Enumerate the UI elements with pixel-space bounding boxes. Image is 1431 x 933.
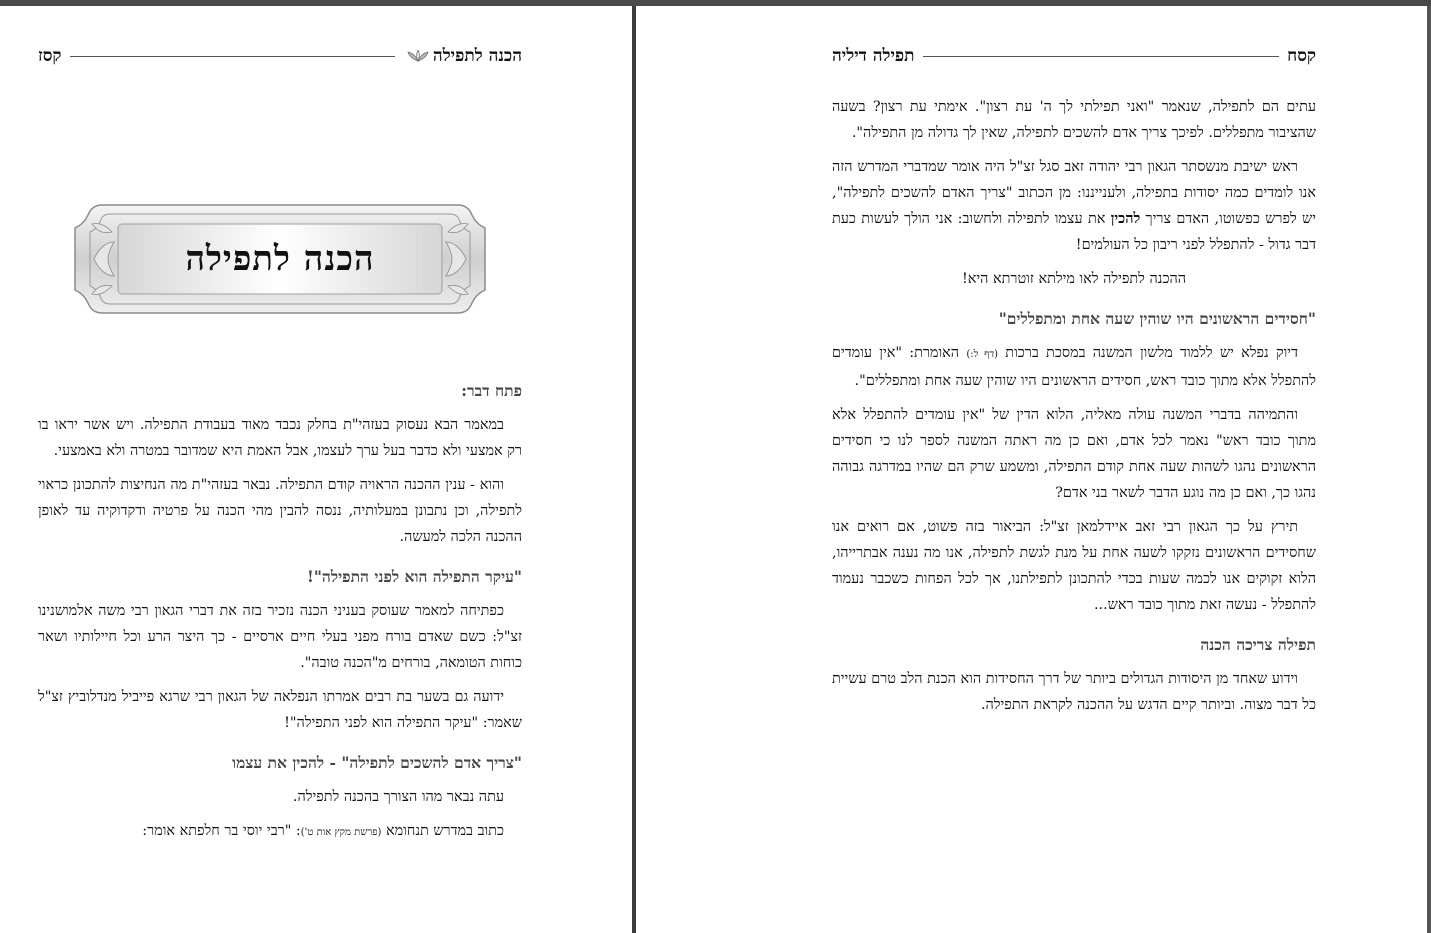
paragraph: עתים הם לתפילה, שנאמר "ואני תפילתי לך ה' עת רצון". אימתי עת רצון? בשעה שהציבור מתפללים. לפיכך צריך אדם להשכים לתפילה, שאין לך גדולה מן התפילה". [832, 99, 1316, 141]
section-heading-essence: "עיקר התפילה הוא לפני התפילה"! [307, 567, 522, 586]
right-body-text [832, 94, 1316, 726]
paragraph: במאמר הבא נעסוק בעזהי"ת בחלק נכבד מאוד בעבודת התפילה. ויש אשר יראו בו רק אמצעי ולא כדבר בעל ערך לעצמו, אבל האמת היא שמדובר במטרה ולא באמצעי. [38, 417, 522, 459]
lotus-ornament-icon [407, 50, 429, 62]
paragraph: תירץ על כך הגאון רבי זאב איידלמאן זצ"ל: הביאור בזה פשוט, אם רואים אנו שחסידים הראשונים נזקקו לשעה אחת על מנת לגשת לתפילה, אנו מה נענה אבתרייהו, הלוא זקוקים אנו לכמה שעות בכדי להתכונן לתפילתנו, אך לכל הפחות כשכבר נעמוד להתפלל - נעשה זאת מתוך כובד ראש... [832, 519, 1316, 613]
paragraph-text: : "רבי יוסי בר חלפתא אומר: [142, 823, 301, 839]
paragraph: והוא - ענין ההכנה הראויה קודם התפילה. נבאר בעזהי"ת מה הנחיצות להתכונן כראוי לתפילה, וכן נתבונן במעלותיה, ננסה להבין מהי הכנה על פרטיה ודקדוקיה עד לאופן ההכנה הלכה למעשה. [38, 477, 522, 545]
chapter-title-frame [72, 202, 488, 316]
paragraph [832, 154, 1316, 258]
paragraph-text: את עצמו לתפילה ולחשוב: אני הולך לעשות כעת דבר גדול - להתפלל לפני ריבון כל העולמים! [832, 211, 1316, 253]
bold-word: להכין [1110, 210, 1141, 227]
paragraph: עתה נבאר מהו הצורך בהכנה לתפילה. [292, 789, 504, 805]
source-citation: (דף ל:) [966, 349, 999, 360]
left-page-number: קסז [38, 46, 62, 66]
paragraph-text: כתוב במדרש תנחומא [385, 823, 504, 839]
left-page [0, 6, 632, 933]
source-citation: (פרשת מקץ אות ט') [300, 827, 382, 838]
right-page-number: קסח [1287, 46, 1316, 66]
section-heading-early-pious: "חסידים הראשונים היו שוהין שעה אחת ומתפללים" [998, 309, 1316, 328]
paragraph-text: דיוק נפלא יש ללמוד מלשון המשנה במסכת ברכות [1005, 345, 1299, 361]
left-running-header [38, 46, 522, 66]
header-rule [923, 56, 1280, 57]
paragraph: כפתיחה למאמר שעוסק בעניני הכנה נזכיר בזה את דברי הגאון רבי משה אלמושנינו זצ"ל: כשם שאדם בורח מפני בעלי חיים ארסיים - כך היצר הרע וכל חיילותיו ושאר כוחות הטומאה, בורחים מ"הכנה טובה". [38, 603, 522, 671]
paragraph: ידועה גם בשער בת רבים אמרתו הנפלאה של הגאון רבי שרגא פייביל מנדלוביץ זצ"ל שאמר: "עיקר התפילה הוא לפני התפילה"! [38, 689, 522, 731]
right-running-header [832, 46, 1316, 66]
right-page [636, 6, 1427, 933]
right-header-title: תפילה דיליה [832, 46, 915, 66]
paragraph-text: ראש ישיבת מנשסתר הגאון רבי יהודה זאב סגל זצ"ל היה אומר שמדברי המדרש הזה אנו לומדים כמה יסודות בתפילה, ולענייננו: מן הכתוב "צריך האדם להשכים לתפילה", יש לפרש כפשוטו, האדם צריך [832, 159, 1317, 227]
chapter-title: הכנה לתפילה [185, 239, 375, 279]
viewer-right-edge [1427, 6, 1431, 933]
section-heading-rise-early: "צריך אדם להשכים לתפילה" - להכין את עצמו [232, 753, 522, 772]
section-heading-prayer-needs-preparation: תפילה צריכה הכנה [1200, 635, 1316, 654]
paragraph: והתמיהה בדברי המשנה עולה מאליה, הלוא הדין של "אין עומדים להתפלל אלא מתוך כובד ראש" נאמר לכל אדם, ואם כן מה ראתה המשנה לספר לנו כי חסידים הראשונים נהגו לשהות שעה אחת קודם התפילה, ומשמע שרק הם שהיו במדרגה גבוהה נהגו כך, ואם כן מה נוגע הדבר לשאר בני אדם? [832, 407, 1316, 501]
paragraph: ההכנה לתפילה לאו מילתא זוטרתא היא! [961, 271, 1187, 287]
header-rule [70, 56, 395, 57]
paragraph: וידוע שאחד מן היסודות הגדולים ביותר של דרך החסידות הוא הכנת הלב טרם עשיית כל דבר מצוה. וביותר קיים הדגש על ההכנה לקראת התפילה. [832, 671, 1316, 713]
left-body-text [38, 364, 522, 854]
paragraph-text: האומרת: "אין עומדים להתפלל אלא מתוך כובד ראש, חסידים הראשונים היו שוהין שעה אחת ומתפללים". [832, 345, 1316, 389]
paragraph [832, 340, 1316, 394]
section-heading-opening: פתח דבר: [461, 381, 522, 400]
left-header-title: הכנה לתפילה [432, 46, 522, 66]
paragraph [38, 818, 522, 846]
